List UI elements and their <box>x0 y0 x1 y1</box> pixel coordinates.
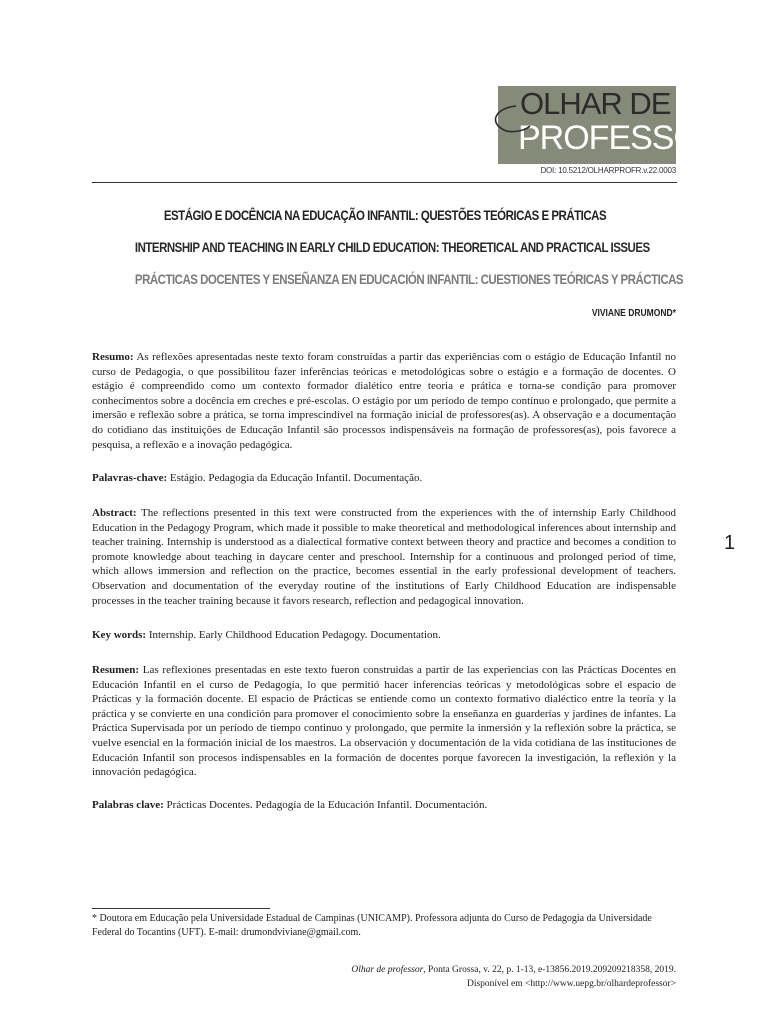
logo-line1: OLHAR DE <box>520 86 671 121</box>
resumo-label: Resumo: <box>92 351 134 363</box>
abstract-label: Abstract: <box>92 507 137 519</box>
resumen-text: Las reflexiones presentadas en este texto fueron construidas a partir de las experiencias con las Prácticas Docentes en Educación Infantil en el curso de Pedagogía, lo que permitió hacer inferencias teóricas y metodológicas sobre el espacio de Prácticas y la formación docente. El espacio de Prácticas se entiende como un contexto formativo dialéctico entre la teoría y la práctica y se convierte en una condición para promover el conocimiento sobre la enseñanza en guarderías y jardines de infantes. La Práctica Supervisada por un período de tiempo continuo y prolongado, que permite la inmersión y la reflexión sobre la práctica, se vuelve esencial en la formación inicial de los maestros. La observación y documentación de la vida cotidiana de las instituciones de Educación Infantil son procesos indispensables en la formación de docentes porque favorecen la investigación, la reflexión y la innovación pedagógica. <box>92 664 677 779</box>
title-spanish: PRÁCTICAS DOCENTES Y ENSEÑANZA EN EDUCACIÓN INFANTIL: CUESTIONES TEÓRICAS Y PRÁCTICAS <box>134 271 684 287</box>
header-divider <box>92 182 677 183</box>
title-portuguese: ESTÁGIO E DOCÊNCIA NA EDUCAÇÃO INFANTIL: QUESTÕES TEÓRICAS E PRÁTICAS <box>163 207 607 223</box>
doi: DOI: 10.5212/OLHARPROFR.v.22.0003 <box>540 166 676 175</box>
resumo-paragraph <box>92 350 676 452</box>
page-number: 1 <box>724 532 736 554</box>
palavras-chave-label: Palavras-chave: <box>92 472 168 484</box>
palabras-clave-text: Prácticas Docentes. Pedagogía de la Educación Infantil. Documentación. <box>166 799 488 811</box>
journal-name: Olhar de professor <box>351 965 424 975</box>
key-words <box>92 628 676 643</box>
author: VIVIANE DRUMOND* <box>591 308 676 319</box>
key-words-label: Key words: <box>92 629 147 641</box>
abstract-text: The reflections presented in this text were constructed from the experiences with the of internship Early Childhood Education in the Pedagogy Program, which made it possible to make theoretical and methodological inferences about internship and teacher training. Internship is understood as a dialectical formative context between theory and practice and becomes a condition to promote knowledge about teaching in daycare center and preschool. Internship for a continuous and prolonged period of time, which allows immersion and reflection on the practice, becomes essential in the early professional development of teachers. Observation and documentation of the everyday routine of the institutions of Early Childhood Education are indispensable processes in the teacher training because it favors research, reflection and pedagogical innovation. <box>92 507 676 607</box>
resumo-text: As reflexões apresentadas neste texto foram construídas a partir das experiências com o estágio de Educação Infantil no curso de Pedagogia, o que possibilitou fazer inferências teóricas e metodológicas sobre o estágio e a formação de docentes. O estágio é compreendido como um contexto formador dialético entre teoria e prática e torna-se condição para promover conhecimentos sobre a docência em creches e pré-escolas. O estágio por um período de tempo contínuo e prolongado, que permite a imersão e reflexão sobre a prática, se torna imprescindível na formação inicial de professores(as). A observação e a documentação do cotidiano das instituições de Educação Infantil são processos indispensáveis na formação de professores(as), pois favorece a pesquisa, a reflexão e a inovação pedagógica. <box>92 351 676 451</box>
citation <box>351 963 676 991</box>
citation-line1 <box>351 963 676 977</box>
key-words-text: Internship. Early Childhood Education Pedagogy. Documentation. <box>148 629 441 641</box>
abstract-paragraph <box>92 506 676 608</box>
footnote-divider <box>92 908 270 909</box>
palabras-clave <box>92 798 676 813</box>
palabras-clave-label: Palabras clave: <box>92 799 164 811</box>
palavras-chave-text: Estágio. Pedagogia da Educação Infantil. Documentação. <box>169 472 423 484</box>
logo-swoosh-icon <box>486 100 546 140</box>
resumen-label: Resumen: <box>92 664 140 676</box>
resumen-paragraph <box>92 663 676 780</box>
palavras-chave <box>92 471 676 486</box>
citation-details: , Ponta Grossa, v. 22, p. 1-13, e-13856.2019.209209218358, 2019. <box>423 965 676 975</box>
footnote: * Doutora em Educação pela Universidade Estadual de Campinas (UNICAMP). Professora adjunta do Curso de Pedagogia da Universidade Federal do Tocantins (UFT). E-mail: drumondviviane@gmail.com. <box>92 913 652 938</box>
logo-line2: PROFESSOR <box>518 119 723 157</box>
citation-line2: Disponível em <http://www.uepg.br/olhardeprofessor> <box>466 979 676 989</box>
title-english: INTERNSHIP AND TEACHING IN EARLY CHILD EDUCATION: THEORETICAL AND PRACTICAL ISSUES <box>134 239 650 255</box>
